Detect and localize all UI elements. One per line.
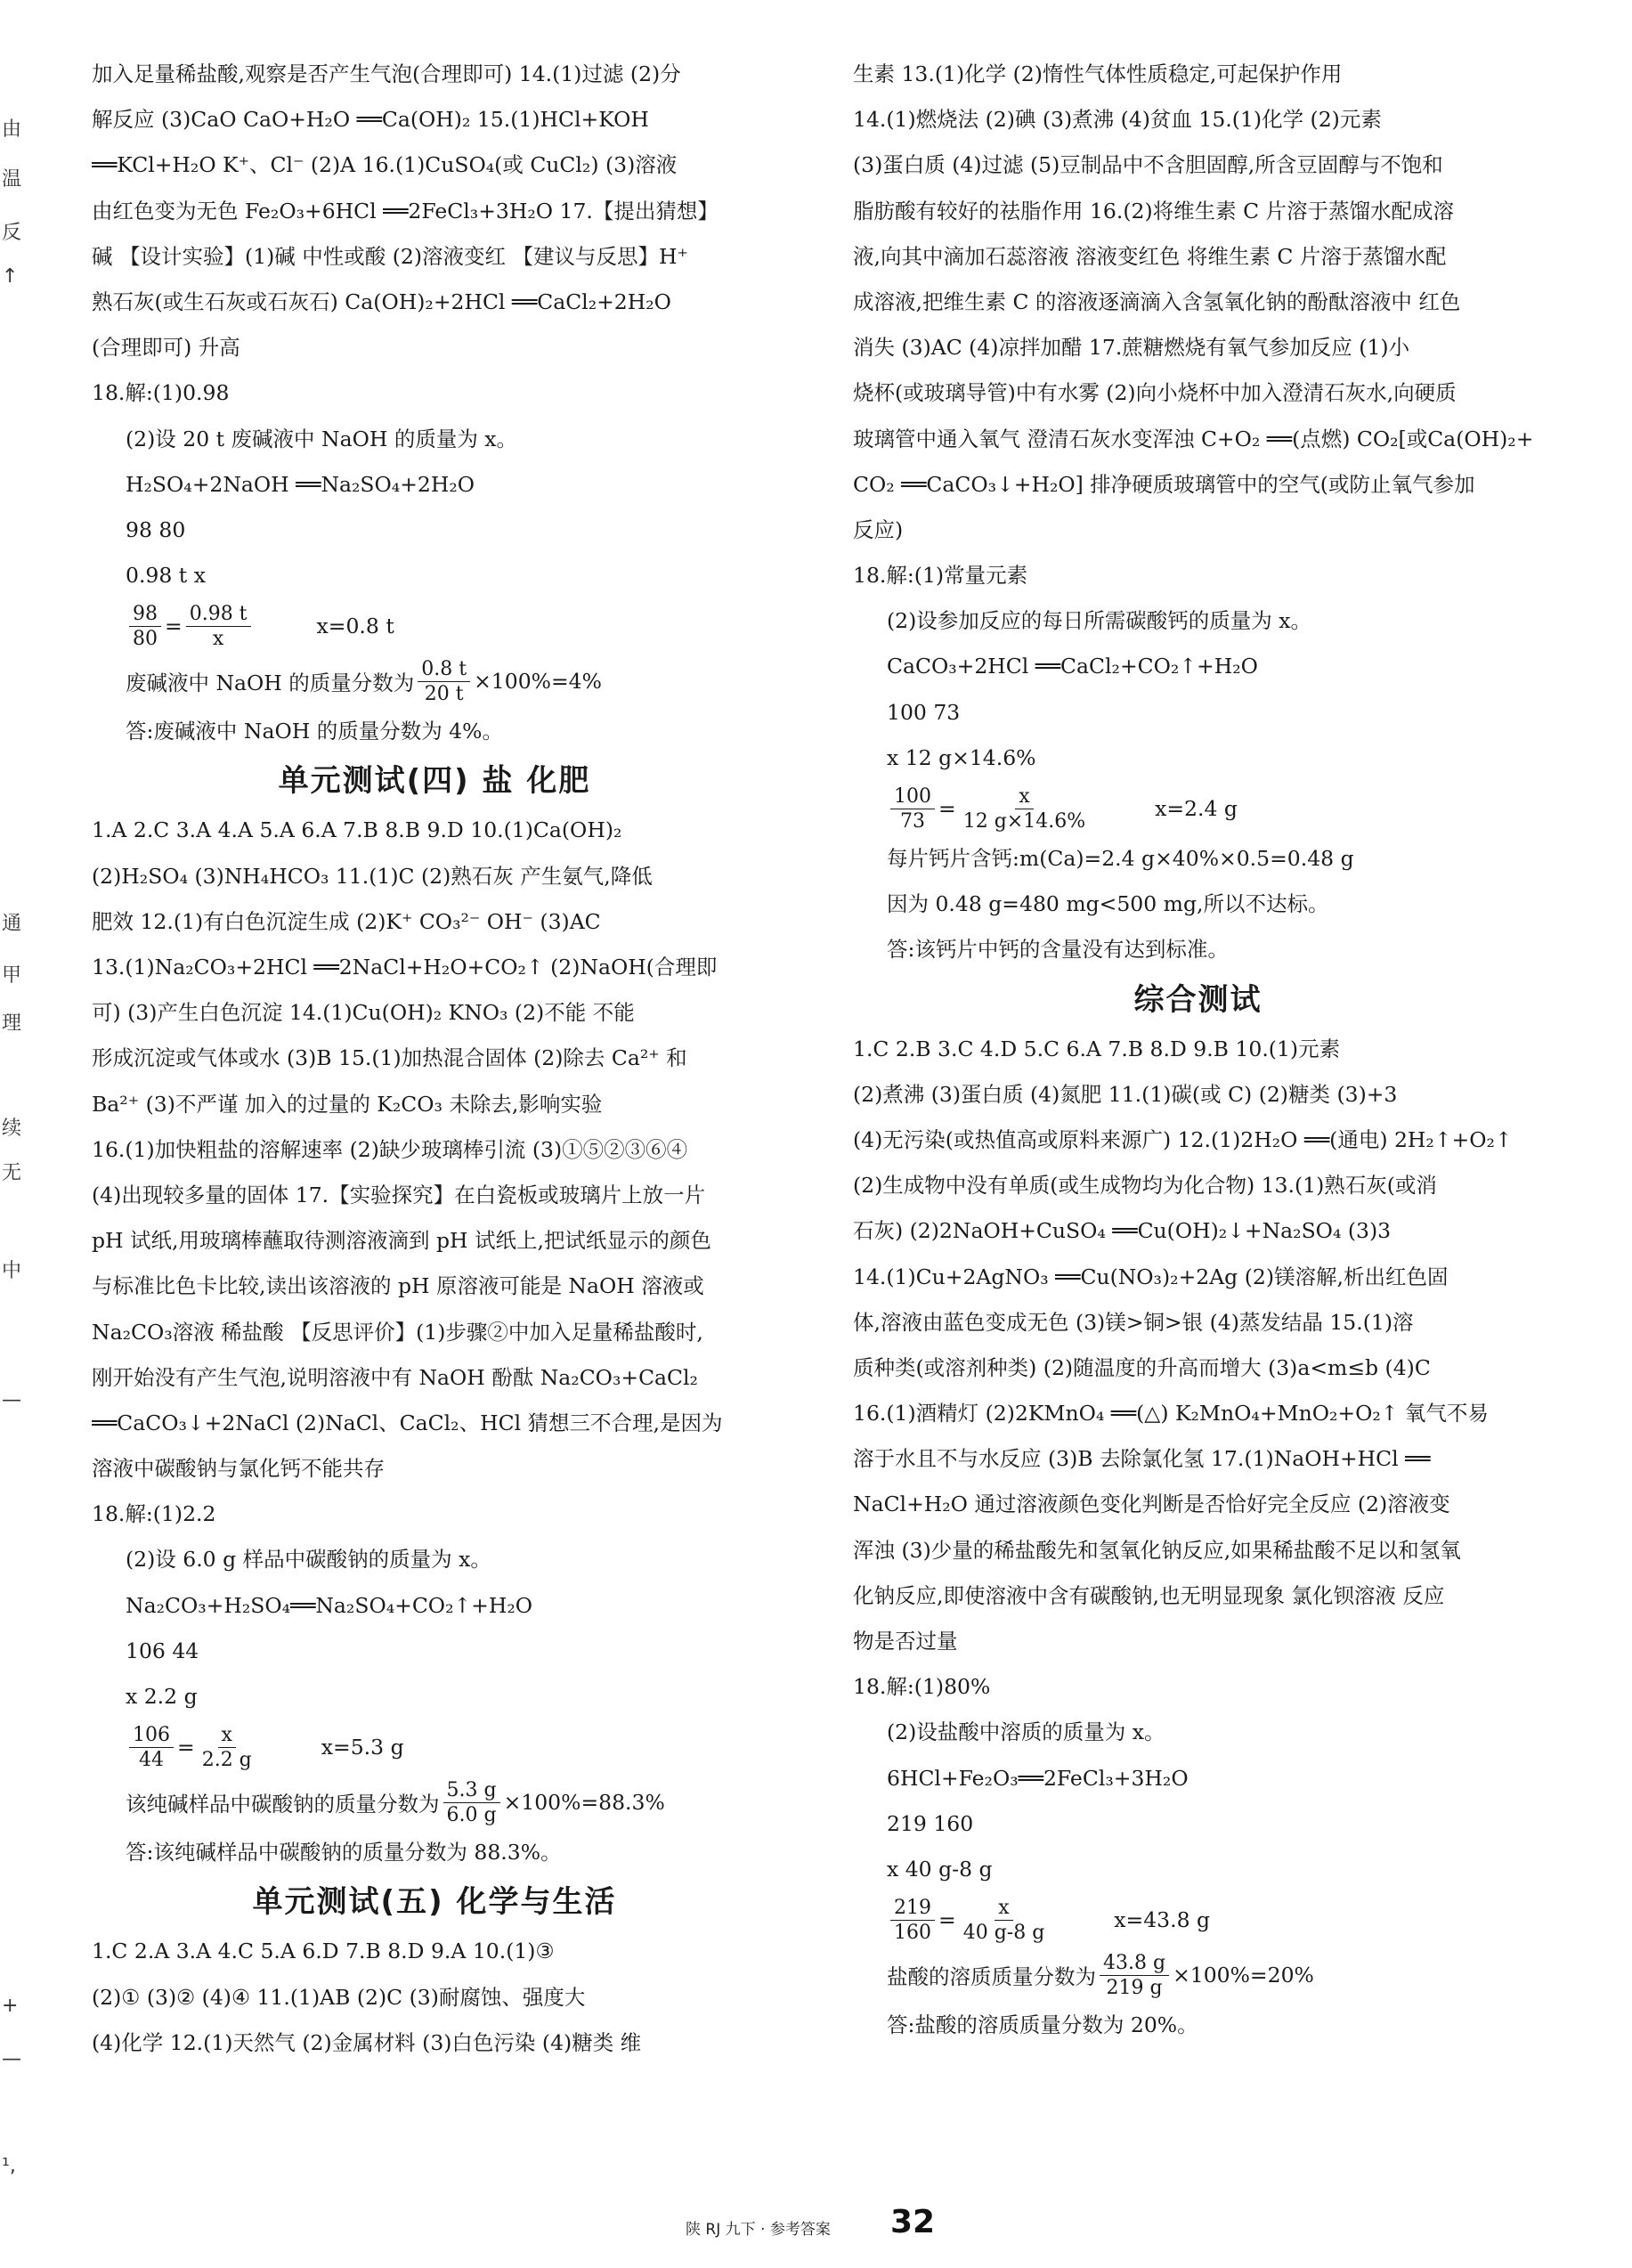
margin-fragment: +: [2, 1995, 19, 2017]
answer-line: 溶于水且不与水反应 (3)B 去除氯化氢 17.(1)NaOH+HCl ══: [853, 1446, 1431, 1472]
answer-line: 反应): [853, 516, 904, 542]
equation-result: x=2.4 g: [1155, 796, 1238, 821]
answer-line: 溶液中碳酸钠与氯化钙不能共存: [92, 1456, 385, 1482]
calculation-label: 该纯碱样品中碳酸钠的质量分数为: [126, 1792, 440, 1817]
answer-line: 刚开始没有产生气泡,说明溶液中有 NaOH 酚酞 Na₂CO₃+CaCl₂: [92, 1364, 698, 1390]
calculation-label: 废碱液中 NaOH 的质量分数为: [126, 671, 415, 696]
solution-line: 219 160: [887, 1810, 974, 1836]
answer-line: 1.A 2.C 3.A 4.A 5.A 6.A 7.B 8.B 9.D 10.(1)Ca(OH)₂: [92, 817, 622, 843]
margin-fragment: 反: [2, 222, 22, 244]
solution-line: (2)设参加反应的每日所需碳酸钙的质量为 x。: [887, 608, 1312, 634]
section-heading: 综合测试: [1133, 981, 1263, 1018]
answer-line: 1.C 2.B 3.C 4.D 5.C 6.A 7.B 8.D 9.B 10.(1)元素: [853, 1036, 1341, 1061]
fraction-numerator: x: [1015, 784, 1033, 809]
solution-line: 0.98 t x: [126, 563, 206, 589]
answer-line: 液,向其中滴加石蕊溶液 溶液变红色 将维生素 C 片溶于蒸馏水配: [853, 243, 1447, 269]
right-answer-column: [853, 52, 1543, 2048]
answer-line: (3)蛋白质 (4)过滤 (5)豆制品中不含胆固醇,所含豆固醇与不饱和: [853, 152, 1443, 178]
solution-line: Na₂CO₃+H₂SO₄══Na₂SO₄+CO₂↑+H₂O: [126, 1592, 533, 1618]
page-footer: [0, 2204, 1632, 2248]
solution-line: 6HCl+Fe₂O₃══2FeCl₃+3H₂O: [887, 1765, 1189, 1791]
fraction-denominator: 20 t: [424, 682, 464, 705]
solution-line: H₂SO₄+2NaOH ══Na₂SO₄+2H₂O: [126, 471, 475, 497]
equals-sign: =: [165, 614, 183, 639]
fraction-denominator: 6.0 g: [446, 1803, 497, 1826]
percentage-calculation: [92, 1775, 777, 1830]
fraction-denominator: 40 g-8 g: [962, 1921, 1045, 1944]
equation-result: x=5.3 g: [321, 1735, 404, 1760]
fraction: [129, 1723, 174, 1772]
fraction: [1100, 1951, 1169, 2000]
equals-sign: =: [938, 796, 956, 821]
answer-line: 脂肪酸有较好的祛脂作用 16.(2)将维生素 C 片溶于蒸馏水配成溶: [853, 198, 1455, 224]
answer-line: 浑浊 (3)少量的稀盐酸先和氢氧化钠反应,如果稀盐酸不足以和氢氧: [853, 1537, 1461, 1563]
fraction-numerator: 100: [890, 784, 935, 809]
solution-line: (2)设 20 t 废碱液中 NaOH 的质量为 x。: [126, 426, 518, 451]
answer-line: pH 试纸,用玻璃棒蘸取待测溶液滴到 pH 试纸上,把试纸显示的颜色: [92, 1228, 711, 1254]
margin-fragment: 中: [2, 1260, 22, 1282]
answer-line: NaCl+H₂O 通过溶液颜色变化判断是否恰好完全反应 (2)溶液变: [853, 1492, 1450, 1517]
answer-line: 16.(1)加快粗盐的溶解速率 (2)缺少玻璃棒引流 (3)①⑤②③⑥④: [92, 1136, 688, 1162]
fraction-denominator: 2.2 g: [201, 1748, 252, 1771]
solution-line: 答:该钙片中钙的含量没有达到标准。: [887, 937, 1229, 963]
left-margin-fragments: [0, 0, 36, 2268]
answer-line: 由红色变为无色 Fe₂O₃+6HCl ══2FeCl₃+3H₂O 17.【提出猜想】: [92, 198, 719, 224]
section-heading: 单元测试(四) 盐 化肥: [278, 763, 591, 800]
margin-fragment: 通: [2, 913, 22, 935]
equals-sign: =: [938, 1907, 956, 1933]
fraction: [129, 602, 161, 651]
margin-fragment: 由: [2, 118, 22, 141]
solution-line: x 40 g-8 g: [887, 1856, 993, 1882]
solution-line: x 2.2 g: [126, 1684, 198, 1709]
answer-line: 18.解:(1)2.2: [92, 1501, 216, 1527]
fraction-denominator: 44: [139, 1748, 164, 1771]
fraction-denominator: 73: [900, 809, 925, 833]
footer-label: 陕 RJ 九下 · 参考答案: [686, 2221, 831, 2239]
answer-line: (2)煮沸 (3)蛋白质 (4)氮肥 11.(1)碳(或 C) (2)糖类 (3)+3: [853, 1081, 1398, 1107]
margin-fragment: 甲: [2, 964, 22, 987]
margin-fragment: ¹,: [2, 2155, 16, 2177]
fraction-denominator: 80: [133, 627, 158, 650]
percentage-calculation: [92, 654, 777, 709]
answer-line: 13.(1)Na₂CO₃+2HCl ══2NaCl+H₂O+CO₂↑ (2)NaOH(合理即: [92, 955, 718, 980]
fraction-numerator: 106: [129, 1723, 174, 1748]
fraction: [960, 784, 1089, 833]
solution-line: 答:废碱液中 NaOH 的质量分数为 4%。: [126, 719, 503, 744]
fraction-denominator: 219 g: [1106, 1976, 1163, 1999]
percentage-calculation: [853, 1947, 1543, 2003]
answer-line: 与标准比色卡比较,读出该溶液的 pH 原溶液可能是 NaOH 溶液或: [92, 1273, 704, 1299]
answer-line: Ba²⁺ (3)不严谨 加入的过量的 K₂CO₃ 未除去,影响实验: [92, 1091, 603, 1117]
fraction: [186, 602, 251, 651]
answer-line: (2)生成物中没有单质(或生成物均为化合物) 13.(1)熟石灰(或消: [853, 1173, 1437, 1199]
solution-line: 每片钙片含钙:m(Ca)=2.4 g×40%×0.5=0.48 g: [887, 846, 1354, 871]
answer-line: 碱 【设计实验】(1)碱 中性或酸 (2)溶液变红 【建议与反思】H⁺: [92, 243, 688, 269]
answer-line: 肥效 12.(1)有白色沉淀生成 (2)K⁺ CO₃²⁻ OH⁻ (3)AC: [92, 908, 601, 934]
answer-line: ══KCl+H₂O K⁺、Cl⁻ (2)A 16.(1)CuSO₄(或 CuCl₂) (3)溶液: [92, 152, 678, 178]
answer-line: 成溶液,把维生素 C 的溶液逐滴滴入含氢氧化钠的酚酞溶液中 红色: [853, 289, 1461, 314]
fraction: [443, 1778, 500, 1827]
answer-line: 18.解:(1)常量元素: [853, 563, 1028, 589]
answer-line: (4)无污染(或热值高或原料来源广) 12.(1)2H₂O ══(通电) 2H₂↑+O₂↑: [853, 1126, 1513, 1152]
margin-fragment: 理: [2, 1012, 22, 1035]
fraction-numerator: 98: [129, 602, 161, 627]
answer-line: 1.C 2.A 3.A 4.C 5.A 6.D 7.B 8.D 9.A 10.(1)③: [92, 1939, 555, 1964]
fraction-numerator: 0.98 t: [186, 602, 251, 627]
margin-fragment: —: [2, 2048, 21, 2070]
fraction: [890, 784, 935, 833]
answer-line: 物是否过量: [853, 1629, 958, 1654]
margin-fragment: 温: [2, 168, 22, 191]
margin-fragment: 无: [2, 1162, 22, 1184]
answer-line: 14.(1)Cu+2AgNO₃ ══Cu(NO₃)₂+2Ag (2)镁溶解,析出红色固: [853, 1264, 1449, 1289]
fraction-numerator: 5.3 g: [443, 1778, 500, 1803]
answer-line: 可) (3)产生白色沉淀 14.(1)Cu(OH)₂ KNO₃ (2)不能 不能: [92, 1000, 635, 1026]
solution-line: 100 73: [887, 699, 961, 725]
calculation-result: ×100%=4%: [474, 669, 602, 695]
fraction-numerator: x: [218, 1723, 236, 1748]
fraction-numerator: 43.8 g: [1100, 1951, 1169, 1976]
solution-line: 98 80: [126, 516, 186, 542]
answer-line: CO₂ ══CaCO₃↓+H₂O] 排净硬质玻璃管中的空气(或防止氧气参加: [853, 471, 1475, 497]
solution-line: CaCO₃+2HCl ══CaCl₂+CO₂↑+H₂O: [887, 654, 1258, 679]
margin-fragment: —: [2, 1389, 21, 1411]
answer-line: 形成沉淀或气体或水 (3)B 15.(1)加热混合固体 (2)除去 Ca²⁺ 和: [92, 1045, 687, 1071]
answer-line: 体,溶液由蓝色变成无色 (3)镁>铜>银 (4)蒸发结晶 15.(1)溶: [853, 1309, 1414, 1335]
fraction-denominator: 160: [894, 1921, 931, 1944]
fraction: [418, 657, 470, 706]
answer-line: (4)化学 12.(1)天然气 (2)金属材料 (3)白色污染 (4)糖类 维: [92, 2029, 642, 2055]
fraction-numerator: 219: [890, 1896, 935, 1921]
answer-line: (2)① (3)② (4)④ 11.(1)AB (2)C (3)耐腐蚀、强度大: [92, 1984, 586, 2010]
calculation-result: ×100%=88.3%: [503, 1790, 665, 1816]
answer-line: 消失 (3)AC (4)凉拌加醋 17.蔗糖燃烧有氧气参加反应 (1)小: [853, 335, 1410, 361]
fraction-numerator: x: [995, 1896, 1012, 1921]
answer-line: 质种类(或溶剂种类) (2)随温度的升高而增大 (3)a<m≤b (4)C: [853, 1354, 1431, 1380]
answer-line: 加入足量稀盐酸,观察是否产生气泡(合理即可) 14.(1)过滤 (2)分: [92, 61, 681, 86]
page-number: 32: [890, 2204, 936, 2240]
section-heading: 单元测试(五) 化学与生活: [252, 1884, 617, 1921]
solution-line: 答:盐酸的溶质质量分数为 20%。: [887, 2012, 1198, 2038]
proportion-equation: [853, 781, 1543, 836]
answer-line: 玻璃管中通入氧气 澄清石灰水变浑浊 C+O₂ ══(点燃) CO₂[或Ca(OH)₂+: [853, 426, 1534, 451]
answer-line: (2)H₂SO₄ (3)NH₄HCO₃ 11.(1)C (2)熟石灰 产生氨气,降低: [92, 863, 653, 889]
answer-line: 18.解:(1)80%: [853, 1674, 991, 1700]
proportion-equation: [853, 1892, 1543, 1947]
answer-line: 烧杯(或玻璃导管)中有水雾 (2)向小烧杯中加入澄清石灰水,向硬质: [853, 380, 1457, 406]
answer-line: 14.(1)燃烧法 (2)碘 (3)煮沸 (4)贫血 15.(1)化学 (2)元素: [853, 107, 1382, 133]
answer-line: 熟石灰(或生石灰或石灰石) Ca(OH)₂+2HCl ══CaCl₂+2H₂O: [92, 289, 671, 314]
calculation-label: 盐酸的溶质质量分数为: [887, 1964, 1096, 1990]
margin-fragment: 续: [2, 1118, 22, 1140]
equation-result: x=0.8 t: [316, 614, 394, 639]
fraction-denominator: 12 g×14.6%: [962, 809, 1086, 833]
answer-line: Na₂CO₃溶液 稀盐酸 【反思评价】(1)步骤②中加入足量稀盐酸时,: [92, 1319, 703, 1345]
margin-fragment: ↑: [2, 265, 19, 288]
left-answer-column: [92, 52, 777, 2066]
fraction-denominator: x: [212, 627, 224, 650]
answer-line: 解反应 (3)CaO CaO+H₂O ══Ca(OH)₂ 15.(1)HCl+KOH: [92, 107, 649, 133]
fraction: [960, 1896, 1049, 1945]
equals-sign: =: [177, 1735, 195, 1760]
solution-line: 106 44: [126, 1638, 199, 1663]
answer-line: 石灰) (2)2NaOH+CuSO₄ ══Cu(OH)₂↓+Na₂SO₄ (3)3: [853, 1218, 1392, 1244]
fraction: [199, 1723, 256, 1772]
answer-line: (4)出现较多量的固体 17.【实验探究】在白瓷板或玻璃片上放一片: [92, 1182, 706, 1207]
proportion-equation: [92, 598, 777, 654]
solution-line: (2)设 6.0 g 样品中碳酸钠的质量为 x。: [126, 1547, 491, 1573]
solution-line: 因为 0.48 g=480 mg<500 mg,所以不达标。: [887, 891, 1329, 917]
solution-line: (2)设盐酸中溶质的质量为 x。: [887, 1719, 1165, 1745]
solution-line: x 12 g×14.6%: [887, 744, 1036, 770]
equation-result: x=43.8 g: [1114, 1907, 1211, 1933]
answer-line: 化钠反应,即使溶液中含有碳酸钠,也无明显现象 氯化钡溶液 反应: [853, 1582, 1445, 1608]
answer-line: (合理即可) 升高: [92, 335, 240, 361]
proportion-equation: [92, 1719, 777, 1775]
solution-line: 答:该纯碱样品中碳酸钠的质量分数为 88.3%。: [126, 1840, 562, 1866]
answer-line: ══CaCO₃↓+2NaCl (2)NaCl、CaCl₂、HCl 猜想三不合理,是因为: [92, 1410, 723, 1435]
answer-line: 生素 13.(1)化学 (2)惰性气体性质稳定,可起保护作用: [853, 61, 1343, 86]
fraction: [890, 1896, 935, 1945]
calculation-result: ×100%=20%: [1173, 1963, 1314, 1988]
fraction-numerator: 0.8 t: [418, 657, 470, 682]
answer-line: 16.(1)酒精灯 (2)2KMnO₄ ══(△) K₂MnO₄+MnO₂+O₂↑ 氧气不易: [853, 1401, 1489, 1427]
answer-line: 18.解:(1)0.98: [92, 380, 230, 406]
